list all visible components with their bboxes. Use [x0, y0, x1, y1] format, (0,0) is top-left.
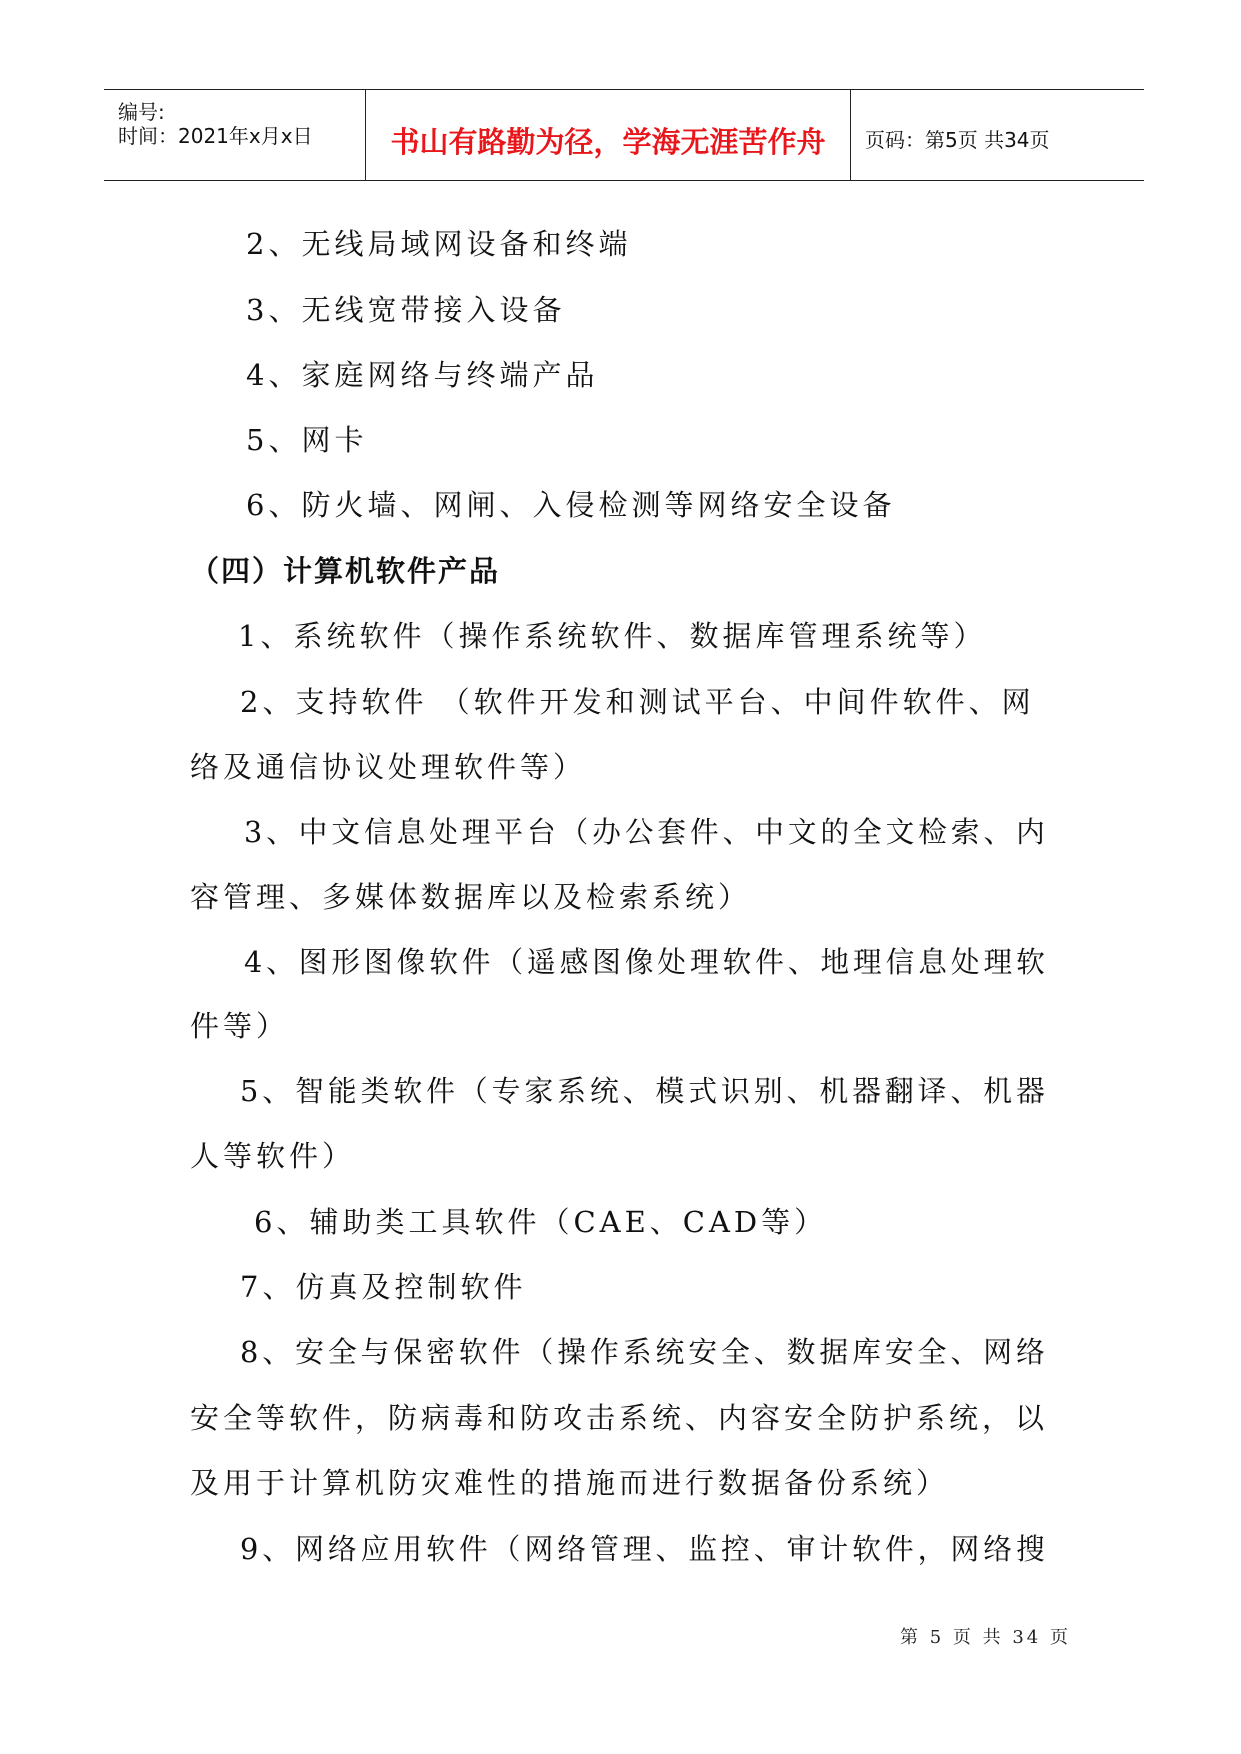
list-item: 3、中文信息处理平台（办公套件、中文的全文检索、内: [244, 815, 1049, 849]
list-item: 3、无线宽带接入设备: [246, 293, 566, 327]
list-item: 5、网卡: [246, 423, 368, 457]
list-item: 8、安全与保密软件（操作系统安全、数据库安全、网络: [240, 1335, 1049, 1369]
list-item: 9、网络应用软件（网络管理、监控、审计软件，网络搜: [240, 1532, 1049, 1566]
list-item: 2、支持软件 （软件开发和测试平台、中间件软件、网: [240, 685, 1035, 719]
list-item-continuation: 络及通信协议处理软件等）: [190, 750, 587, 784]
document-number-label: 编号:: [118, 100, 165, 124]
header-page-number: 页码：第5页 共34页: [865, 128, 1050, 152]
list-item: 5、智能类软件（专家系统、模式识别、机器翻译、机器: [240, 1074, 1049, 1108]
list-item: 6、防火墙、网闸、入侵检测等网络安全设备: [246, 488, 896, 522]
section-heading: （四）计算机软件产品: [190, 554, 501, 588]
header-page-cell: [851, 90, 1144, 180]
list-item-continuation: 安全等软件，防病毒和防攻击系统、内容安全防护系统，以: [190, 1401, 1049, 1435]
list-item: 6、辅助类工具软件（CAE、CAD等）: [254, 1205, 828, 1239]
header-info-cell: [104, 90, 366, 180]
header-motto-cell: [366, 90, 851, 180]
list-item-continuation: 件等）: [190, 1009, 290, 1043]
list-item: 1、系统软件（操作系统软件、数据库管理系统等）: [238, 619, 987, 653]
list-item-continuation: 人等软件）: [190, 1139, 356, 1173]
list-item-continuation: 及用于计算机防灾难性的措施而进行数据备份系统）: [190, 1466, 950, 1500]
page-header: [104, 89, 1144, 181]
header-motto: 书山有路勤为径，学海无涯苦作舟: [390, 125, 826, 159]
list-item: 4、图形图像软件（遥感图像处理软件、地理信息处理软: [244, 945, 1049, 979]
list-item: 4、家庭网络与终端产品: [246, 358, 599, 392]
list-item: 7、仿真及控制软件: [240, 1270, 527, 1304]
page-footer: 第 5 页 共 34 页: [900, 1627, 1071, 1648]
list-item: 2、无线局域网设备和终端: [246, 227, 632, 261]
document-date-label: 时间：2021年x月x日: [118, 124, 313, 148]
list-item-continuation: 容管理、多媒体数据库以及检索系统）: [190, 880, 752, 914]
